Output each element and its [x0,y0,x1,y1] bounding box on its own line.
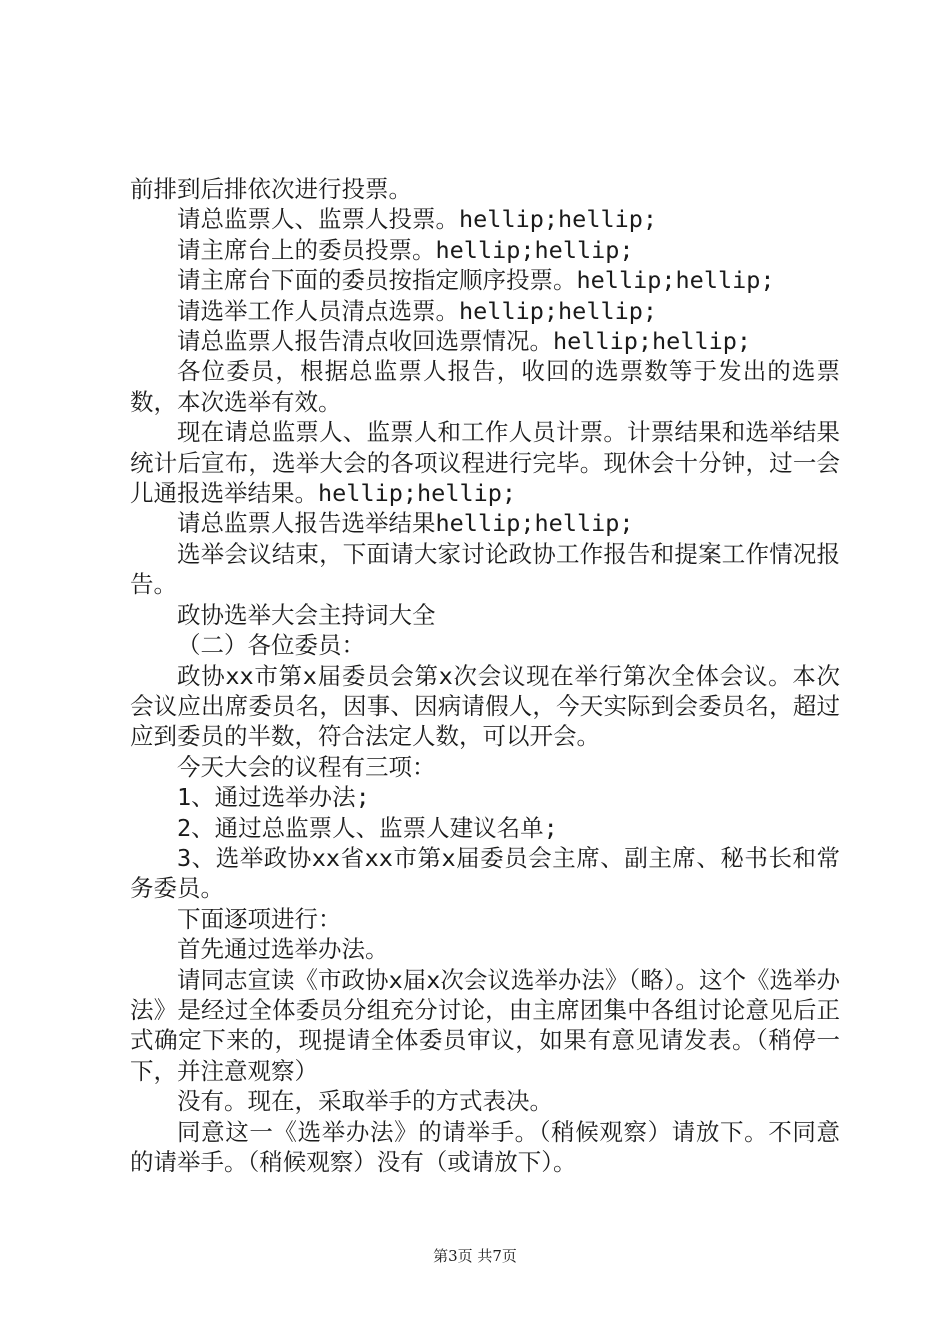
paragraph: 没有。现在，采取举手的方式表决。 [177,1087,553,1116]
paragraph: 请同志宣读《市政协x届x次会议选举办法》（略）。这个《选举办法》是经过全体委员分组充分讨论，由主席团集中各组讨论意见后正式确定下来的，现提请全体委员审议，如果有意见请发表。（稍停一下，并注意观察） [130,965,840,1085]
paragraph: （二）各位委员： [177,631,365,660]
paragraph: 各位委员，根据总监票人报告，收回的选票数等于发出的选票数，本次选举有效。 [130,357,840,416]
paragraph: 请总监票人、监票人投票。hellip;hellip; [177,205,658,234]
paragraph: 选举会议结束，下面请大家讨论政协工作报告和提案工作情况报告。 [130,539,840,599]
paragraph: 请总监票人报告选举结果hellip;hellip; [177,509,634,538]
paragraph: 政协xx市第x届委员会第x次会议现在举行第次全体会议。本次会议应出席委员名，因事、因病请假人，今天实际到会委员名，超过应到委员的半数，符合法定人数，可以开会。 [130,661,840,751]
paragraph: 请总监票人报告清点收回选票情况。hellip;hellip; [177,327,752,356]
paragraph: 同意这一《选举办法》的请举手。（稍候观察）请放下。不同意的请举手。（稍候观察）没有（或请放下）。 [130,1117,840,1176]
paragraph: 请主席台下面的委员按指定顺序投票。hellip;hellip; [177,266,775,295]
paragraph: 请选举工作人员清点选票。hellip;hellip; [177,296,658,325]
paragraph: 下面逐项进行： [177,904,342,933]
paragraph: 今天大会的议程有三项： [177,752,436,781]
paragraph: 政协选举大会主持词大全 [177,600,436,629]
paragraph: 3、选举政协xx省xx市第x届委员会主席、副主席、秘书长和常务委员。 [130,843,840,903]
page-footer: 第3页 共7页 [433,1247,517,1265]
paragraph: 前排到后排依次进行投票。 [130,175,412,203]
paragraph: 请主席台上的委员投票。hellip;hellip; [177,235,634,264]
paragraph: 1、通过选举办法; [177,783,370,812]
paragraph: 现在请总监票人、监票人和工作人员计票。计票结果和选举结果统计后宣布，选举大会的各项议程进行完毕。现休会十分钟，过一会儿通报选举结果。hellip;hellip; [130,418,840,508]
paragraph: 2、通过总监票人、监票人建议名单; [177,813,558,842]
document-body [130,174,840,1177]
paragraph: 首先通过选举办法。 [177,935,389,964]
